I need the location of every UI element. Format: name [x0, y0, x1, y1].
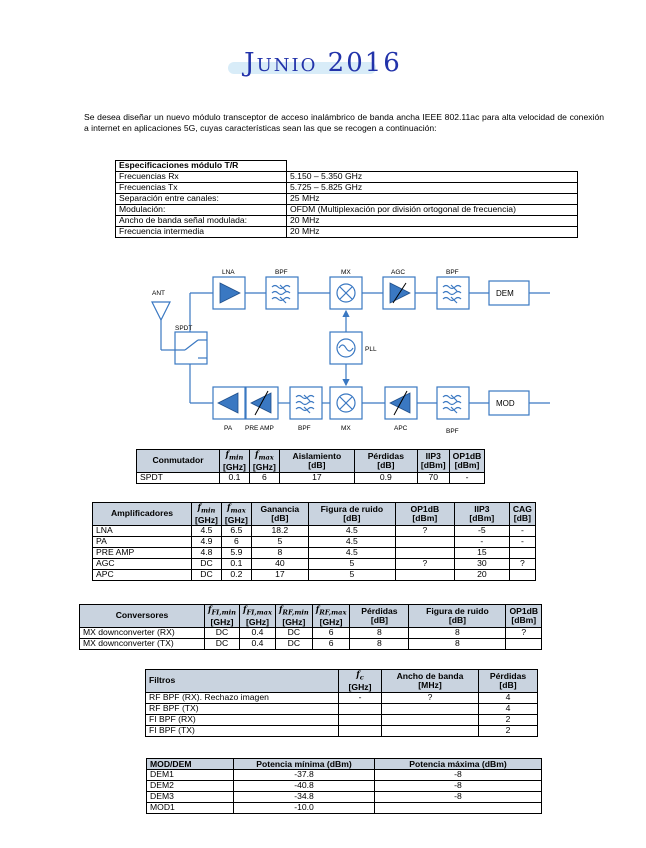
- table-cell: -: [509, 536, 535, 547]
- table-cell: -: [339, 692, 382, 703]
- table-cell: [506, 638, 542, 649]
- table-cell: DC: [192, 558, 222, 569]
- table-cell: 4.9: [192, 536, 222, 547]
- moddem-table: MOD/DEM Potencia mínima (dBm) Potencia máxima (dBm) DEM1 -37.8 -8 DEM2 -40.8 -8 DEM3 -34.8 -8 MOD1 -10.0: [146, 758, 542, 814]
- table-cell: MX downconverter (TX): [80, 638, 205, 649]
- table-cell: [382, 714, 479, 725]
- table-cell: [509, 569, 535, 580]
- table-cell: 6.5: [221, 525, 251, 536]
- table-cell: [509, 547, 535, 558]
- table-cell: 5: [308, 558, 395, 569]
- table-cell: [375, 803, 542, 814]
- table-cell: [339, 714, 382, 725]
- table-cell: DC: [205, 638, 240, 649]
- table-cell: [382, 725, 479, 736]
- table-cell: 8: [409, 638, 506, 649]
- table-cell: 6: [312, 627, 350, 638]
- table-row: [93, 547, 536, 558]
- ant-label: ANT: [152, 290, 165, 297]
- table-cell: 6: [312, 638, 350, 649]
- table-cell: 20: [454, 569, 509, 580]
- transceiver-block-diagram: [140, 265, 560, 435]
- table-cell: FI BPF (RX): [146, 714, 339, 725]
- table-cell: ?: [506, 627, 542, 638]
- spdt-label: SPDT: [175, 325, 193, 332]
- table-cell: 18.2: [251, 525, 308, 536]
- table-cell: 8: [350, 638, 409, 649]
- table-row: [146, 692, 538, 703]
- table-cell: 8: [350, 627, 409, 638]
- table-cell: 5: [308, 569, 395, 580]
- table-row: [146, 714, 538, 725]
- table-cell: DEM1: [147, 770, 234, 781]
- table-cell: 4.5: [308, 547, 395, 558]
- table-row: [80, 638, 542, 649]
- table-cell: [339, 725, 382, 736]
- svg-text:MOD: MOD: [496, 399, 515, 408]
- table-cell: 0.2: [221, 569, 251, 580]
- table-cell: -40.8: [234, 781, 375, 792]
- table-cell: DEM2: [147, 781, 234, 792]
- table-row: [146, 703, 538, 714]
- svg-text:PA: PA: [224, 425, 233, 432]
- svg-text:AGC: AGC: [391, 269, 406, 276]
- table-cell: 40: [251, 558, 308, 569]
- svg-text:BPF: BPF: [446, 428, 459, 435]
- table-row: Separación entre canales: 25 MHz: [116, 194, 578, 205]
- table-cell: -10.0: [234, 803, 375, 814]
- table-cell: [382, 703, 479, 714]
- table-row: [147, 770, 542, 781]
- pll-label: PLL: [365, 346, 377, 353]
- table-cell: DC: [275, 627, 312, 638]
- table-cell: ?: [382, 692, 479, 703]
- intro-paragraph: Se desea diseñar un nuevo módulo transceptor de acceso inalámbrico de banda ancha IEEE 802.11ac para alta velocidad de conexión a internet en aplicaciones 5G, cuyas características sean las que se recogen a continuación:: [84, 112, 604, 133]
- table-cell: RF BPF (TX): [146, 703, 339, 714]
- table-cell: 0.4: [240, 627, 276, 638]
- table-cell: 4: [479, 703, 538, 714]
- table-row: SPDT 0.1 6 17 0.9 70 -: [137, 472, 485, 483]
- tx-bpf1-icon: [290, 387, 322, 419]
- table-cell: -37.8: [234, 770, 375, 781]
- svg-text:LNA: LNA: [222, 269, 235, 276]
- table-cell: -8: [375, 770, 542, 781]
- table-cell: -8: [375, 792, 542, 803]
- table-cell: 5.9: [221, 547, 251, 558]
- table-cell: 8: [251, 547, 308, 558]
- table-cell: DC: [205, 627, 240, 638]
- table-row: [93, 536, 536, 547]
- spec-table: [115, 160, 578, 238]
- table-cell: PRE AMP: [93, 547, 192, 558]
- table-cell: 6: [221, 536, 251, 547]
- table-cell: 4.5: [308, 525, 395, 536]
- table-cell: 17: [251, 569, 308, 580]
- table-cell: DEM3: [147, 792, 234, 803]
- rx-bpf1-icon: [266, 277, 298, 309]
- svg-text:MX: MX: [341, 269, 351, 276]
- table-cell: DC: [192, 569, 222, 580]
- table-cell: -34.8: [234, 792, 375, 803]
- table-cell: AGC: [93, 558, 192, 569]
- table-row: [93, 525, 536, 536]
- table-cell: 8: [409, 627, 506, 638]
- svg-text:APC: APC: [394, 425, 408, 432]
- table-cell: -: [454, 536, 509, 547]
- table-cell: 2: [479, 725, 538, 736]
- amplificadores-table: Amplificadores $f_{min}$ [GHz] $f_{max}$ [GHz] Ganancia [dB] Figura de ruido [dB] OP1dB [dBm] IIP3 [dBm] CAG [dB] LNA 4.5 6.5 18.2 4.5 ? -5 - PA 4.9 6 5 4.5 - - PRE AMP 4.8 5.9 8 4.5 15 AGC DC 0.1 40 5 ? 30 ? APC DC 0.2 17 5 20: [92, 502, 536, 581]
- table-cell: -5: [454, 525, 509, 536]
- table-cell: -: [509, 525, 535, 536]
- filtros-table: Filtros $f_c$ [GHz] Ancho de banda [MHz] Pérdidas [dB] RF BPF (RX). Rechazo imagen - ? 4 RF BPF (TX) 4 FI BPF (RX) 2 FI BPF (TX) 2: [145, 669, 538, 737]
- spec-header: Especificaciones módulo T/R: [116, 161, 287, 172]
- table-row: [147, 781, 542, 792]
- svg-text:BPF: BPF: [298, 425, 311, 432]
- table-cell: FI BPF (TX): [146, 725, 339, 736]
- table-cell: DC: [275, 638, 312, 649]
- table-cell: 4.5: [308, 536, 395, 547]
- table-cell: ?: [395, 525, 454, 536]
- spdt-switch-icon: [175, 332, 207, 364]
- svg-text:BPF: BPF: [275, 269, 288, 276]
- table-row: Ancho de banda señal modulada: 20 MHz: [116, 216, 578, 227]
- table-cell: ?: [509, 558, 535, 569]
- table-cell: 15: [454, 547, 509, 558]
- table-cell: RF BPF (RX). Rechazo imagen: [146, 692, 339, 703]
- table-row: Modulación: OFDM (Multiplexación por división ortogonal de frecuencia): [116, 205, 578, 216]
- table-row: [147, 803, 542, 814]
- table-cell: -8: [375, 781, 542, 792]
- svg-text:MX: MX: [341, 425, 351, 432]
- svg-text:BPF: BPF: [446, 269, 459, 276]
- svg-text:DEM: DEM: [496, 289, 514, 298]
- table-cell: 30: [454, 558, 509, 569]
- conversores-table: Conversores $f_{FI,min}$ [GHz] $f_{FI,max}$ [GHz] $f_{RF,min}$ [GHz] $f_{RF,max}$ [GHz] Pérdidas [dB] Figura de ruido [dB] OP1dB [dBm] MX downconverter (RX) DC 0.4 DC 6 8 8 ? MX downconverter (TX) DC 0.4 DC 6 8 8: [79, 604, 542, 650]
- table-cell: [395, 536, 454, 547]
- table-row: [93, 569, 536, 580]
- table-row: Frecuencias Rx 5.150 – 5.350 GHz: [116, 172, 578, 183]
- table-row: Frecuencia intermedia 20 MHz: [116, 227, 578, 238]
- table-cell: [395, 547, 454, 558]
- table-cell: 4.5: [192, 525, 222, 536]
- svg-text:PRE AMP: PRE AMP: [245, 425, 274, 432]
- table-cell: 0.4: [240, 638, 276, 649]
- table-cell: PA: [93, 536, 192, 547]
- table-row: Frecuencias Tx 5.725 – 5.825 GHz: [116, 183, 578, 194]
- tx-bpf2-icon: [437, 387, 469, 419]
- antenna-icon: [152, 302, 170, 320]
- table-cell: 5: [251, 536, 308, 547]
- table-row: [93, 558, 536, 569]
- table-cell: 2: [479, 714, 538, 725]
- table-cell: ?: [395, 558, 454, 569]
- rx-bpf2-icon: [437, 277, 469, 309]
- table-cell: [339, 703, 382, 714]
- table-cell: [395, 569, 454, 580]
- table-cell: LNA: [93, 525, 192, 536]
- table-row: [146, 725, 538, 736]
- conmutador-table: Conmutador $f_{min}$ [GHz] $f_{max}$ [GHz] Aislamiento [dB] Pérdidas [dB] IIP3 [dBm] OP1dB [dBm] SPDT 0.1 6 17 0.9 70 -: [136, 449, 485, 484]
- table-cell: 4: [479, 692, 538, 703]
- table-cell: APC: [93, 569, 192, 580]
- table-cell: 0.1: [221, 558, 251, 569]
- table-row: [80, 627, 542, 638]
- table-cell: MX downconverter (RX): [80, 627, 205, 638]
- table-cell: MOD1: [147, 803, 234, 814]
- table-cell: 4.8: [192, 547, 222, 558]
- table-row: [147, 792, 542, 803]
- page-title: Junio 2016: [244, 48, 402, 78]
